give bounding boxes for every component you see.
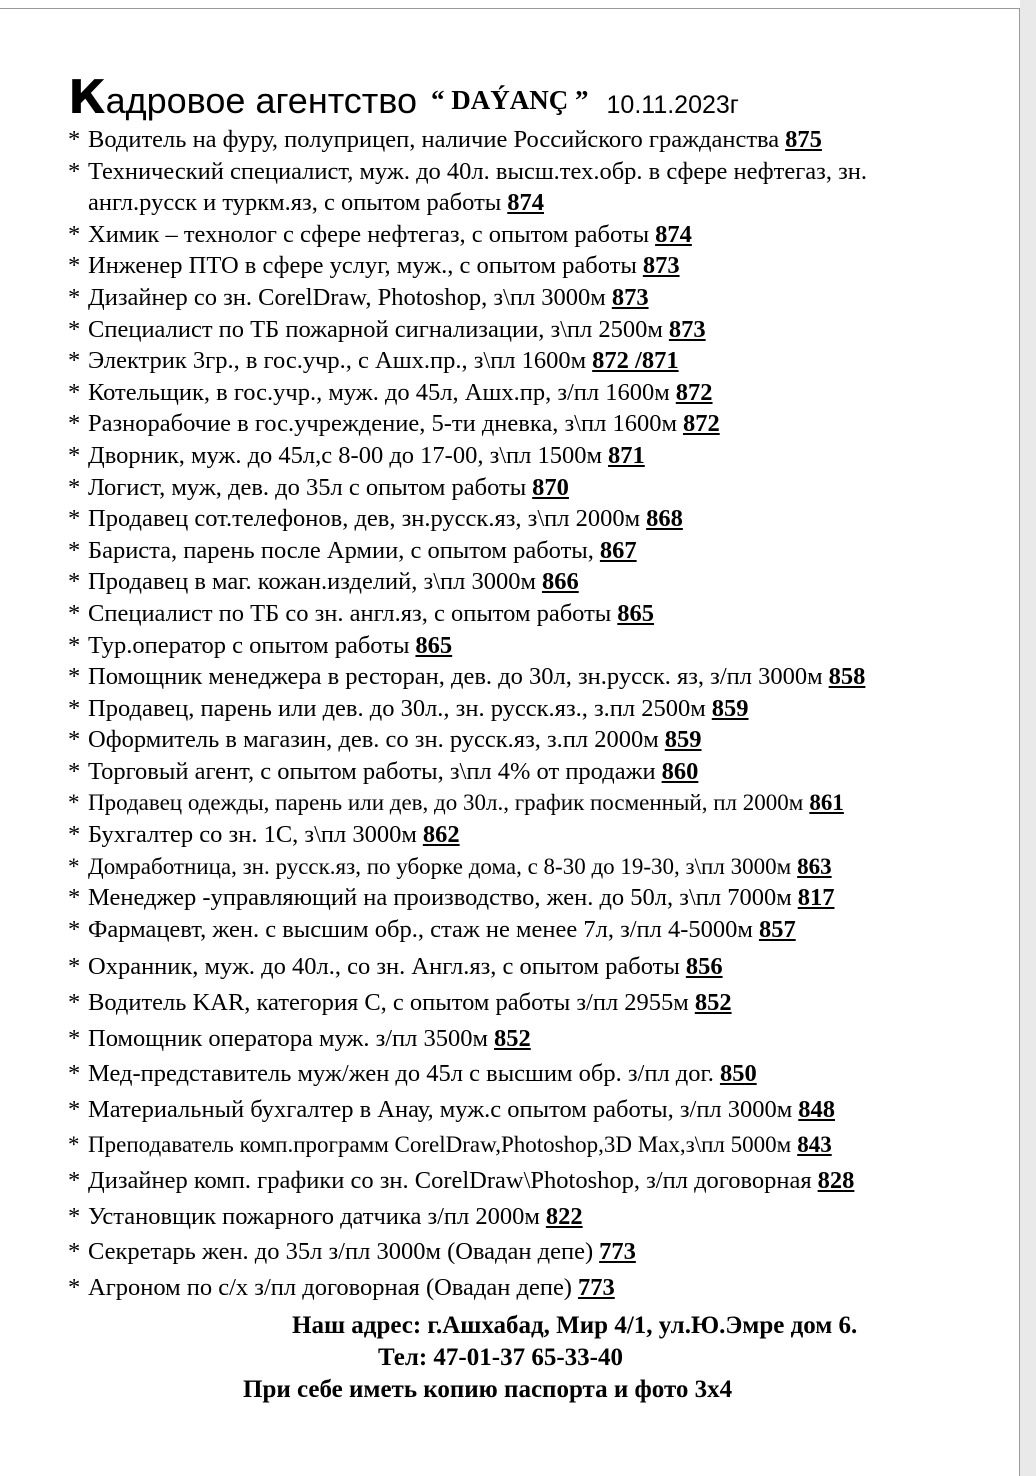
job-code: 828 bbox=[817, 1167, 855, 1194]
job-item bbox=[68, 377, 1008, 409]
job-item bbox=[68, 1236, 1008, 1268]
job-item bbox=[68, 1023, 1008, 1055]
job-text: Разнорабочие в гос.учреждение, 5-ти дневка, з\пл 1600м bbox=[88, 410, 677, 438]
job-code: 870 bbox=[532, 473, 569, 501]
bullet-asterisk: * bbox=[68, 631, 81, 659]
job-code: 863 bbox=[797, 853, 832, 879]
job-item bbox=[68, 851, 1008, 883]
bullet-asterisk: * bbox=[68, 1060, 81, 1088]
bullet-asterisk: * bbox=[68, 1273, 81, 1301]
job-item bbox=[68, 787, 1008, 819]
job-item bbox=[68, 408, 1008, 440]
job-text: Менеджер -управляющий на производство, жен. до 50л, з\пл 7000м bbox=[88, 884, 792, 912]
bullet-asterisk: * bbox=[68, 989, 81, 1017]
bullet-asterisk: * bbox=[68, 790, 80, 816]
job-item bbox=[68, 535, 1008, 567]
bullet-asterisk: * bbox=[68, 663, 81, 691]
bullet-asterisk: * bbox=[68, 283, 81, 311]
bullet-asterisk: * bbox=[68, 568, 81, 596]
job-code: 874 bbox=[507, 189, 544, 217]
job-code: 858 bbox=[828, 663, 866, 691]
bullet-asterisk: * bbox=[68, 1238, 81, 1266]
job-text: Продавец одежды, парень или дев, до 30л., график посменный, пл 2000м bbox=[88, 790, 804, 816]
job-item bbox=[68, 219, 1008, 251]
job-code: 852 bbox=[694, 989, 732, 1017]
job-item bbox=[68, 882, 1008, 914]
job-text: Бариста, парень после Армии, с опытом работы, bbox=[88, 536, 594, 564]
bullet-asterisk: * bbox=[68, 347, 81, 375]
bullet-asterisk: * bbox=[68, 915, 81, 943]
job-code: 860 bbox=[661, 757, 699, 785]
bullet-asterisk: * bbox=[68, 599, 81, 627]
bullet-asterisk: * bbox=[68, 1024, 81, 1052]
job-code: 872 bbox=[682, 410, 720, 438]
job-item bbox=[68, 503, 1008, 535]
title-first-letter: К bbox=[68, 70, 106, 124]
job-code: 867 bbox=[599, 536, 637, 564]
job-item bbox=[68, 819, 1008, 851]
job-text: Специалист по ТБ со зн. англ.яз, с опытом работы bbox=[88, 599, 612, 627]
bullet-asterisk: * bbox=[68, 884, 81, 912]
job-item bbox=[68, 756, 1008, 788]
job-text: Охранник, муж. до 40л., со зн. Англ.яз, с опытом работы bbox=[88, 953, 680, 981]
page-top-border bbox=[0, 8, 1020, 9]
bullet-asterisk: * bbox=[68, 378, 81, 406]
job-item bbox=[68, 914, 1008, 946]
job-code: 873 bbox=[642, 252, 680, 280]
job-text: Логист, муж, дев. до 35л с опытом работы bbox=[88, 473, 527, 501]
bullet-asterisk: * bbox=[68, 1132, 80, 1158]
job-item bbox=[68, 1094, 1008, 1126]
job-item bbox=[68, 1058, 1008, 1090]
job-text: Дизайнер со зн. CorelDraw, Photoshop, з\пл 3000м bbox=[88, 283, 606, 311]
job-code: 843 bbox=[797, 1132, 832, 1158]
bullet-asterisk: * bbox=[68, 853, 80, 879]
bullet-asterisk: * bbox=[68, 953, 81, 981]
job-item bbox=[68, 124, 1008, 156]
job-item bbox=[68, 250, 1008, 282]
job-code: 861 bbox=[809, 790, 844, 816]
job-text: Дизайнер комп. графики со зн. CorelDraw\Photoshop, з/пл договорная bbox=[88, 1167, 812, 1194]
job-text: Мед-представитель муж/жен до 45л с высшим обр. з/пл дог. bbox=[88, 1060, 714, 1088]
job-code: 865 bbox=[415, 631, 453, 659]
job-text: Инженер ПТО в сфере услуг, муж., с опытом работы bbox=[88, 252, 637, 280]
job-code: 873 bbox=[668, 315, 706, 343]
bullet-asterisk: * bbox=[68, 220, 81, 248]
bullet-asterisk: * bbox=[68, 757, 81, 785]
bullet-asterisk: * bbox=[68, 126, 81, 153]
job-text: Установщик пожарного датчика з/пл 2000м bbox=[88, 1202, 540, 1230]
job-item bbox=[68, 1129, 1008, 1161]
job-item bbox=[68, 566, 1008, 598]
job-code: 773 bbox=[599, 1238, 636, 1266]
job-item bbox=[68, 1272, 1008, 1304]
job-item bbox=[68, 345, 1008, 377]
job-code: 868 bbox=[646, 505, 683, 533]
job-list bbox=[68, 124, 1008, 1303]
job-item bbox=[68, 440, 1008, 472]
title-text: адровое агентство bbox=[105, 80, 418, 121]
job-code: 871 bbox=[608, 441, 645, 469]
bullet-asterisk: * bbox=[68, 252, 81, 280]
job-item bbox=[68, 282, 1008, 314]
job-text: Агроном по с/х з/пл договорная (Овадан депе) bbox=[88, 1273, 572, 1301]
page-title bbox=[68, 70, 968, 124]
job-text: Водитель KAR, категория С, с опытом работы з/пл 2955м bbox=[88, 989, 689, 1017]
job-text: Специалист по ТБ пожарной сигнализации, з\пл 2500м bbox=[88, 315, 663, 343]
job-text: Дворник, муж. до 45л,с 8-00 до 17-00, з\пл 1500м bbox=[88, 441, 603, 469]
job-code: 848 bbox=[798, 1095, 836, 1123]
bullet-asterisk: * bbox=[68, 315, 81, 343]
bullet-asterisk: * bbox=[68, 410, 81, 438]
bullet-asterisk: * bbox=[68, 1202, 81, 1230]
job-text: Технический специалист, муж. до 40л. высш.тех.обр. в сфере нефтегаз, зн. англ.русск и туркм.яз, с опытом работы bbox=[88, 157, 868, 217]
job-code: 850 bbox=[719, 1060, 757, 1088]
job-code: 875 bbox=[785, 126, 822, 153]
document-date: 10.11.2023г bbox=[606, 91, 739, 119]
job-text: Бухгалтер со зн. 1С, з\пл 3000м bbox=[88, 821, 417, 849]
job-item bbox=[68, 598, 1008, 630]
footer-address: Наш адрес: г.Ашхабад, Мир 4/1, ул.Ю.Эмре дом 6. bbox=[292, 1312, 858, 1339]
bullet-asterisk: * bbox=[68, 821, 81, 849]
job-item bbox=[68, 951, 1008, 983]
job-text: Преподаватель комп.программ CorelDraw,Photoshop,3D Max,з\пл 5000м bbox=[88, 1132, 792, 1158]
job-code: 866 bbox=[541, 568, 579, 596]
bullet-asterisk: * bbox=[68, 726, 81, 754]
job-text: Продавец сот.телефонов, дев, зн.русск.яз, з\пл 2000м bbox=[88, 505, 641, 533]
bullet-asterisk: * bbox=[68, 505, 81, 533]
job-text: Котельщик, в гос.учр., муж. до 45л, Ашх.пр, з/пл 1600м bbox=[88, 378, 670, 406]
job-text: Продавец в маг. кожан.изделий, з\пл 3000м bbox=[88, 568, 536, 596]
job-item bbox=[68, 156, 978, 219]
job-item bbox=[68, 987, 1008, 1019]
bullet-asterisk: * bbox=[68, 441, 81, 469]
job-code: 859 bbox=[711, 694, 749, 722]
bullet-asterisk: * bbox=[68, 1095, 81, 1123]
bullet-asterisk: * bbox=[68, 694, 81, 722]
bullet-asterisk: * bbox=[68, 1167, 81, 1194]
job-code: 865 bbox=[617, 599, 655, 627]
footer-phones: Тел: 47-01-37 65-33-40 bbox=[378, 1344, 623, 1371]
job-code: 862 bbox=[422, 821, 460, 849]
job-text: Помощник менеджера в ресторан, дев. до 30л, зн.русск. яз, з/пл 3000м bbox=[88, 663, 823, 691]
job-code: 856 bbox=[685, 953, 723, 981]
job-item bbox=[68, 724, 1008, 756]
bullet-asterisk: * bbox=[68, 536, 81, 564]
job-code: 773 bbox=[577, 1273, 615, 1301]
job-text: Помощник оператора муж. з/пл 3500м bbox=[88, 1024, 489, 1052]
job-text: Химик – технолог с сфере нефтегаз, с опытом работы bbox=[88, 220, 650, 248]
job-item bbox=[68, 314, 1008, 346]
job-code: 852 bbox=[494, 1024, 531, 1052]
job-item bbox=[68, 630, 1008, 662]
job-text: Материальный бухгалтер в Анау, муж.с опытом работы, з/пл 3000м bbox=[88, 1095, 793, 1123]
job-code: 873 bbox=[611, 283, 649, 311]
job-text: Оформитель в магазин, дев. со зн. русск.яз, з.пл 2000м bbox=[88, 726, 659, 754]
job-text: Секретарь жен. до 35л з/пл 3000м (Овадан депе) bbox=[88, 1238, 594, 1266]
bullet-asterisk: * bbox=[68, 473, 81, 501]
agency-brand: “ DAÝANÇ ” bbox=[431, 85, 589, 115]
job-code: 822 bbox=[545, 1202, 583, 1230]
job-item bbox=[68, 693, 1008, 725]
job-text: Домработница, зн. русск.яз, по уборке дома, с 8-30 до 19-30, з\пл 3000м bbox=[88, 853, 792, 879]
page-right-gutter bbox=[1020, 0, 1036, 1476]
job-text: Электрик 3гр., в гос.учр., с Ашх.пр., з\пл 1600м bbox=[88, 347, 587, 375]
job-text: Водитель на фуру, полуприцеп, наличие Российского гражданства bbox=[88, 126, 780, 153]
job-text: Тур.оператор с опытом работы bbox=[88, 631, 410, 659]
job-code: 872 bbox=[675, 378, 713, 406]
job-item bbox=[68, 472, 1008, 504]
job-code: 857 bbox=[758, 915, 796, 943]
bullet-asterisk: * bbox=[68, 157, 81, 185]
job-text: Торговый агент, с опытом работы, з\пл 4% от продажи bbox=[88, 757, 656, 785]
job-code: 817 bbox=[797, 884, 835, 912]
footer-note: При себе иметь копию паспорта и фото 3х4 bbox=[243, 1376, 733, 1403]
job-text: Продавец, парень или дев. до 30л., зн. русск.яз., з.пл 2500м bbox=[88, 694, 706, 722]
job-item bbox=[68, 1165, 1008, 1197]
job-item bbox=[68, 1201, 1008, 1233]
job-text: Фармацевт, жен. с высшим обр., стаж не менее 7л, з/пл 4-5000м bbox=[88, 915, 753, 943]
job-code: 874 bbox=[655, 220, 692, 248]
job-item bbox=[68, 661, 1008, 693]
job-code: 859 bbox=[664, 726, 702, 754]
job-code: 872 /871 bbox=[592, 347, 679, 375]
